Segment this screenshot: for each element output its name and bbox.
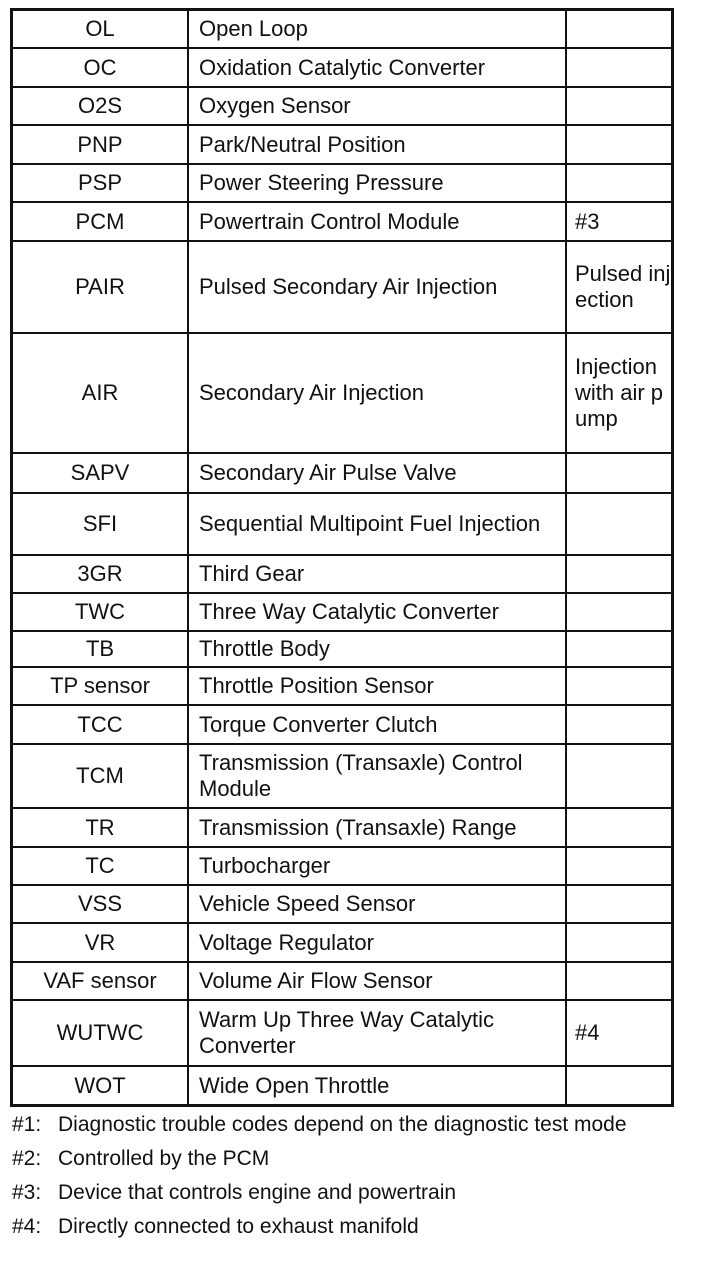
note-cell <box>567 556 671 592</box>
note-cell <box>567 632 671 666</box>
term-cell: Transmission (Transaxle) Range <box>189 809 567 846</box>
term-cell: Voltage Regulator <box>189 924 567 961</box>
table-row <box>13 632 671 668</box>
table-row <box>13 886 671 924</box>
note-cell <box>567 924 671 961</box>
term-cell: Throttle Position Sensor <box>189 668 567 704</box>
abbr-cell: TB <box>13 632 189 666</box>
table-row <box>13 494 671 556</box>
note-cell <box>567 809 671 846</box>
table-row <box>13 242 671 334</box>
term-cell: Wide Open Throttle <box>189 1067 567 1104</box>
footnote-text: Directly connected to exhaust manifold <box>58 1215 419 1238</box>
note-cell: #4 <box>575 1020 600 1045</box>
abbreviation-table <box>10 8 674 1107</box>
abbr-cell: WUTWC <box>13 1001 189 1065</box>
abbr-cell: TC <box>13 848 189 884</box>
note-cell: Injection with air pump <box>575 354 664 431</box>
note-cell <box>567 594 671 630</box>
footnote-text: Device that controls engine and powertrain <box>58 1181 457 1204</box>
footnote <box>12 1180 692 1206</box>
footnote-text: Diagnostic trouble codes depend on the diagnostic test mode <box>58 1113 627 1136</box>
table-row <box>13 809 671 848</box>
footnote-key: #4: <box>12 1215 42 1238</box>
note-cell <box>567 454 671 492</box>
table-row <box>13 454 671 494</box>
note-cell <box>567 963 671 999</box>
footnote-text: Controlled by the PCM <box>58 1147 270 1170</box>
note-cell <box>567 88 671 124</box>
term-cell: Oxygen Sensor <box>189 88 567 124</box>
term-cell: Secondary Air Pulse Valve <box>189 454 567 492</box>
table-row <box>13 1001 671 1067</box>
term-cell: Oxidation Catalytic Converter <box>189 49 567 86</box>
footnote-key: #3: <box>12 1181 42 1204</box>
table-row <box>13 924 671 963</box>
table-row <box>13 706 671 745</box>
note-cell <box>567 49 671 86</box>
term-cell: Secondary Air Injection <box>189 334 567 452</box>
abbr-cell: OL <box>13 11 189 47</box>
footnote <box>12 1146 692 1172</box>
abbr-cell: VSS <box>13 886 189 922</box>
table-row <box>13 11 671 49</box>
term-cell: Turbocharger <box>189 848 567 884</box>
note-cell <box>567 1067 671 1104</box>
abbr-cell: TP sensor <box>13 668 189 704</box>
table-row <box>13 556 671 594</box>
note-cell: #3 <box>575 208 600 234</box>
abbr-cell: SFI <box>13 494 189 554</box>
footnote-key: #1: <box>12 1113 42 1136</box>
term-cell: Park/Neutral Position <box>189 126 567 163</box>
note-cell: Pulsed injection <box>575 261 671 312</box>
table-row <box>13 963 671 1001</box>
abbr-cell: 3GR <box>13 556 189 592</box>
term-cell: Third Gear <box>189 556 567 592</box>
footnotes <box>12 1112 692 1248</box>
table-row <box>13 126 671 165</box>
footnote <box>12 1112 692 1138</box>
note-cell <box>567 668 671 704</box>
term-cell: Transmission (Transaxle) Control Module <box>189 745 567 807</box>
abbr-cell: PNP <box>13 126 189 163</box>
note-cell <box>567 165 671 201</box>
abbr-cell: TR <box>13 809 189 846</box>
abbr-cell: VR <box>13 924 189 961</box>
table-row <box>13 668 671 706</box>
table-row <box>13 848 671 886</box>
table-row <box>13 594 671 632</box>
term-cell: Open Loop <box>189 11 567 47</box>
abbr-cell: TCM <box>13 745 189 807</box>
note-cell <box>567 11 671 47</box>
abbr-cell: TCC <box>13 706 189 743</box>
abbr-cell: PCM <box>13 203 189 240</box>
table-row <box>13 165 671 203</box>
note-cell <box>567 706 671 743</box>
abbr-cell: VAF sensor <box>13 963 189 999</box>
term-cell: Warm Up Three Way Catalytic Converter <box>189 1001 567 1065</box>
note-cell <box>567 494 671 554</box>
note-cell <box>567 848 671 884</box>
term-cell: Sequential Multipoint Fuel Injection <box>189 494 567 554</box>
term-cell: Vehicle Speed Sensor <box>189 886 567 922</box>
footnote <box>12 1214 692 1240</box>
footnote-key: #2: <box>12 1147 42 1170</box>
term-cell: Powertrain Control Module <box>189 203 567 240</box>
abbr-cell: OC <box>13 49 189 86</box>
abbr-cell: SAPV <box>13 454 189 492</box>
note-cell <box>567 126 671 163</box>
term-cell: Torque Converter Clutch <box>189 706 567 743</box>
note-cell <box>567 886 671 922</box>
term-cell: Power Steering Pressure <box>189 165 567 201</box>
abbr-cell: PAIR <box>13 242 189 332</box>
abbr-cell: O2S <box>13 88 189 124</box>
abbr-cell: WOT <box>13 1067 189 1104</box>
table-row <box>13 1067 671 1104</box>
term-cell: Volume Air Flow Sensor <box>189 963 567 999</box>
table-row <box>13 334 671 454</box>
abbr-cell: AIR <box>13 334 189 452</box>
table-row <box>13 49 671 88</box>
term-cell: Three Way Catalytic Converter <box>189 594 567 630</box>
term-cell: Throttle Body <box>189 632 567 666</box>
abbr-cell: PSP <box>13 165 189 201</box>
table-row <box>13 88 671 126</box>
note-cell <box>567 745 671 807</box>
term-cell: Pulsed Secondary Air Injection <box>189 242 567 332</box>
table-row <box>13 203 671 242</box>
table-row <box>13 745 671 809</box>
abbr-cell: TWC <box>13 594 189 630</box>
